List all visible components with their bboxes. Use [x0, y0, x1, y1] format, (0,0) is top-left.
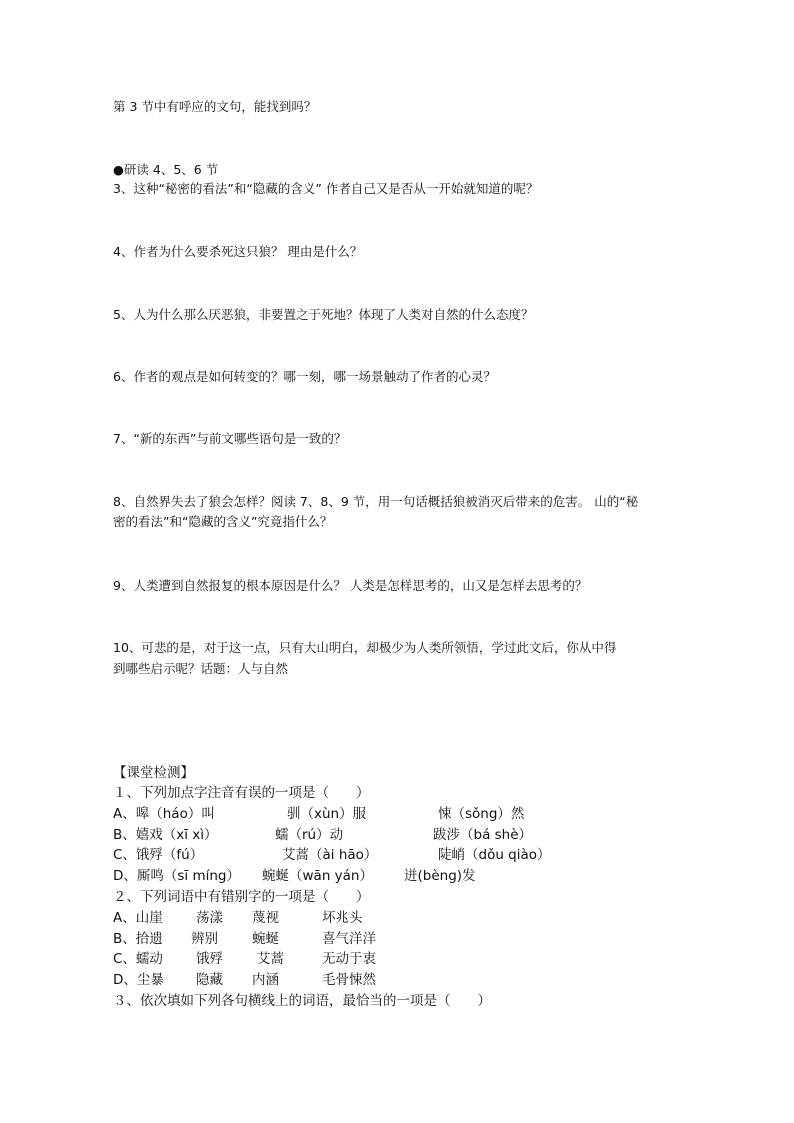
- test-q3-stem: ３、依次填如下列各句横线上的词语，最恰当的一项是（ ）: [113, 993, 491, 1009]
- option-text: D、尘暴: [113, 972, 164, 988]
- option-text: C、蠕动: [113, 951, 163, 967]
- option-text: B、拾遗: [113, 931, 163, 947]
- study-heading: ●研读 4、5、6 节: [113, 162, 219, 177]
- option-text: D、厮鸣（sī míng）: [113, 868, 240, 884]
- option-text: B、嬉戏（xī xì）: [113, 827, 218, 843]
- option-text: 蠕（rú）动: [275, 827, 344, 843]
- classroom-test-heading: 【课堂检测】: [113, 765, 194, 781]
- option-text: 蔑视: [252, 910, 279, 926]
- option-text: 艾蒿（ài hāo）: [282, 847, 378, 863]
- question-5: 5、人为什么那么厌恶狼，非要置之于死地？体现了人类对自然的什么态度？: [113, 307, 534, 322]
- test-q1-stem: １、下列加点字注音有误的一项是（ ）: [113, 785, 370, 801]
- option-text: 饿殍: [196, 951, 223, 967]
- option-text: 艾蒿: [257, 951, 284, 967]
- question-10-line1: 10、可悲的是，对于这一点，只有大山明白，却极少为人类所领悟，学过此文后，你从中得: [113, 640, 617, 655]
- option-text: A、山崖: [113, 910, 163, 926]
- option-text: 蜿蜒: [252, 931, 279, 947]
- option-text: 喜气洋洋: [322, 931, 376, 947]
- option-text: 隐藏: [196, 972, 223, 988]
- question-section3: 第 3 节中有呼应的文句，能找到吗？: [113, 99, 317, 114]
- question-9: 9、人类遭到自然报复的根本原因是什么？ 人类是怎样思考的，山又是怎样去思考的？: [113, 578, 588, 593]
- option-text: 跋涉（bá shè）: [433, 827, 533, 843]
- option-text: 荡漾: [196, 910, 223, 926]
- option-text: 驯（xùn）服: [287, 806, 367, 822]
- question-8-line2: 密的看法”和“隐藏的含义”究竟指什么？: [113, 514, 333, 529]
- question-7: 7、“新的东西”与前文哪些语句是一致的？: [113, 431, 347, 446]
- option-text: A、嗥（háo）叫: [113, 806, 215, 822]
- question-8-line1: 8、自然界失去了狼会怎样？阅读 7、8、9 节，用一句话概括狼被消灭后带来的危害。 山的“秘: [113, 494, 639, 509]
- option-text: 坏兆头: [322, 910, 363, 926]
- option-text: 蜿蜒（wān yán）: [262, 868, 373, 884]
- question-3: 3、这种“秘密的看法”和“隐藏的含义” 作者自己又是否从一开始就知道的呢？: [113, 181, 539, 196]
- option-text: 悚（sǒng）然: [438, 806, 525, 822]
- option-text: 毛骨悚然: [322, 972, 376, 988]
- option-text: 内涵: [252, 972, 279, 988]
- option-text: 陡峭（dǒu qiào）: [438, 847, 551, 863]
- question-4: 4、作者为什么要杀死这只狼？ 理由是什么？: [113, 244, 363, 259]
- option-text: 迸(bèng)发: [404, 868, 476, 884]
- test-q2-stem: ２、下列词语中有错别字的一项是（ ）: [113, 889, 370, 905]
- question-10-line2: 到哪些启示呢？话题：人与自然: [113, 661, 289, 676]
- question-6: 6、作者的观点是如何转变的？哪一刻，哪一场景触动了作者的心灵？: [113, 369, 496, 384]
- option-text: 辨别: [191, 931, 218, 947]
- option-text: 无动于衷: [322, 951, 376, 967]
- option-text: C、饿殍（fú）: [113, 847, 204, 863]
